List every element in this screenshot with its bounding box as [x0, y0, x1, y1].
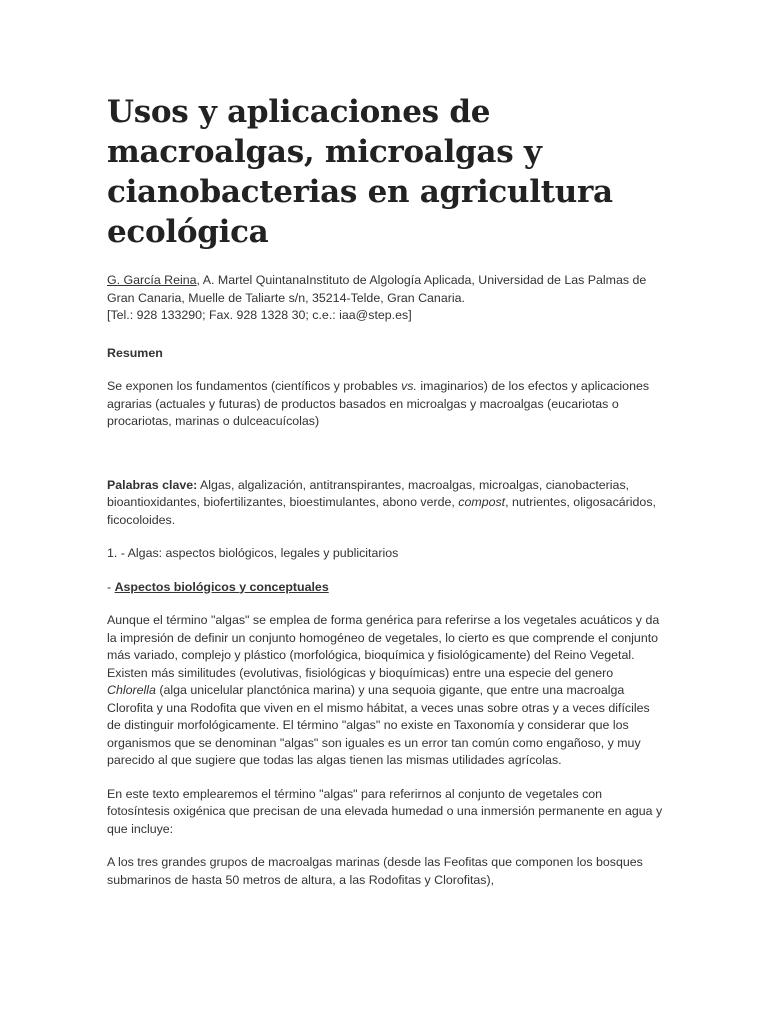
contact-info: [Tel.: 928 133290; Fax. 928 1328 30; c.e.: iaa@step.es]	[107, 308, 412, 322]
abstract-vs: vs.	[401, 379, 417, 393]
keywords-label: Palabras clave:	[107, 477, 198, 492]
abstract-text	[107, 378, 663, 431]
lead-author-link[interactable]: G. García Reina	[107, 273, 197, 287]
paragraph-2: En este texto emplearemos el término "algas" para referirnos al conjunto de vegetales con fotosíntesis oxigénica que precisan de una elevada humedad o una inmersión permanente en agua y que incluye:	[107, 786, 663, 836]
section-1-heading: 1. - Algas: aspectos biológicos, legales y publicitarios	[107, 546, 399, 560]
subsection-prefix: -	[107, 579, 115, 594]
paragraph-1-part-1: Aunque el término "algas" se emplea de forma genérica para referirse a los vegetales acuáticos y da la impresión de definir un conjunto homogéneo de vegetales, lo cierto es que comprende el conjunto más variado, complejo y plástico (morfológica, bioquímica y fisiológicamente) del Reino Vegetal. Existen más similitudes (evolutivas, fisiológicas y bioquímicas) entre una especie del genero	[107, 613, 660, 680]
paragraph-3: A los tres grandes grupos de macroalgas marinas (desde las Feofitas que componen los bosques submarinos de hasta 50 metros de altura, a las Rodofitas y Clorofitas),	[107, 855, 643, 887]
keywords-list-part-1: Algas, algalización, antitranspirantes, macroalgas, microalgas, cianobacterias, bioantioxidantes, biofertilizantes, bioestimulantes, abono verde,	[107, 477, 630, 509]
abstract-heading: Resumen	[107, 345, 163, 360]
authors-block	[107, 272, 663, 325]
subsection-title: Aspectos biológicos y conceptuales	[114, 579, 329, 594]
keywords-compost: compost	[458, 495, 506, 509]
paragraph-1-part-2: (alga unicelular planctónica marina) y una sequoia gigante, que entre una macroalga Clorofita y una Rodofita que viven en el mismo hábitat, a veces unas sobre otras y a veces difíciles de distinguir morfológicamente. El término "algas" no existe en Taxonomía y considerar que los organismos que se denominan "algas" son iguales es un error tan común como engañoso, y muy parecido al que sugiere que todas las algas tienen las mismas utilidades agrícolas.	[107, 683, 650, 767]
abstract-text-part-2: imaginarios) de los efectos y aplicaciones agrarias (actuales y futuras) de productos basados en microalgas y macroalgas (eucariotas o procariotas, marinas o dulceacuícolas)	[107, 379, 650, 428]
subsection-heading	[107, 579, 663, 597]
document-page	[107, 92, 663, 889]
keywords-block	[107, 477, 663, 530]
document-title: Usos y aplicaciones de macroalgas, microalgas y cianobacterias en agricultura ecológica	[107, 94, 613, 250]
paragraph-1	[107, 612, 663, 770]
keywords-list-part-2: , nutrientes, oligosacáridos, ficocoloides.	[107, 495, 656, 527]
abstract-text-part-1: Se exponen los fundamentos (científicos y probables	[107, 379, 402, 393]
authors-affiliation: , A. Martel QuintanaInstituto de Algología Aplicada, Universidad de Las Palmas de Gran Canaria, Muelle de Taliarte s/n, 35214-Telde, Gran Canaria.	[107, 273, 647, 305]
paragraph-1-chlorella: Chlorella	[107, 683, 156, 697]
